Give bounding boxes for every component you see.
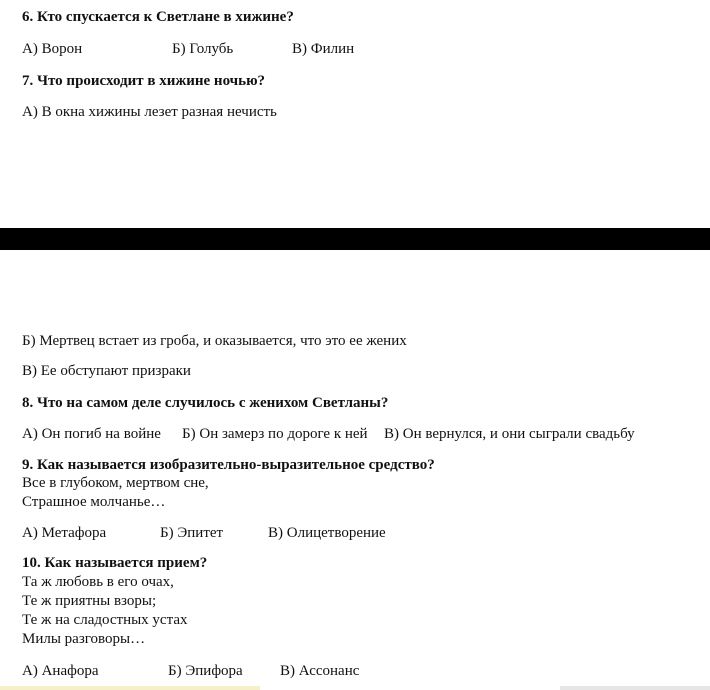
question-10-option-c: В) Ассонанс (280, 663, 360, 679)
question-6-option-b: Б) Голубь (172, 41, 234, 57)
question-9-title: 9. Как называется изобразительно-выразительное средство? (22, 457, 435, 473)
question-8-option-a: А) Он погиб на войне (22, 426, 161, 442)
question-6-title: 6. Кто спускается к Светлане в хижине? (22, 9, 294, 25)
question-10-quote-line: Те ж приятны взоры; (22, 593, 157, 609)
question-9-option-a: А) Метафора (22, 525, 107, 541)
question-7-option-a: А) В окна хижины лезет разная нечисть (22, 104, 277, 120)
bottom-edge-shadow (560, 686, 710, 690)
question-10-title: 10. Как называется прием? (22, 555, 208, 571)
question-6-option-a: А) Ворон (22, 41, 83, 57)
question-8-option-b: Б) Он замерз по дороге к ней (182, 426, 368, 442)
black-redaction-bar (0, 228, 710, 250)
question-7-title: 7. Что происходит в хижине ночью? (22, 73, 266, 89)
question-10-quote-line: Милы разговоры… (22, 631, 146, 647)
question-6-option-c: В) Филин (292, 41, 355, 57)
question-10-option-b: Б) Эпифора (168, 663, 243, 679)
question-8-title: 8. Что на самом деле случилось с женихом Светланы? (22, 395, 389, 411)
question-9-option-b: Б) Эпитет (160, 525, 224, 541)
question-7-option-b: Б) Мертвец встает из гроба, и оказывается, что это ее жених (22, 333, 407, 349)
question-8-option-c: В) Он вернулся, и они сыграли свадьбу (384, 426, 635, 442)
bottom-edge-highlight (0, 686, 260, 690)
question-10-quote-line: Та ж любовь в его очах, (22, 574, 174, 590)
question-10-quote-line: Те ж на сладостных устах (22, 612, 188, 628)
question-7-option-c: В) Ее обступают призраки (22, 363, 191, 379)
question-9-quote-line: Все в глубоком, мертвом сне, (22, 475, 209, 491)
question-10-option-a: А) Анафора (22, 663, 99, 679)
question-9-quote-line: Страшное молчанье… (22, 494, 166, 510)
question-9-option-c: В) Олицетворение (268, 525, 386, 541)
